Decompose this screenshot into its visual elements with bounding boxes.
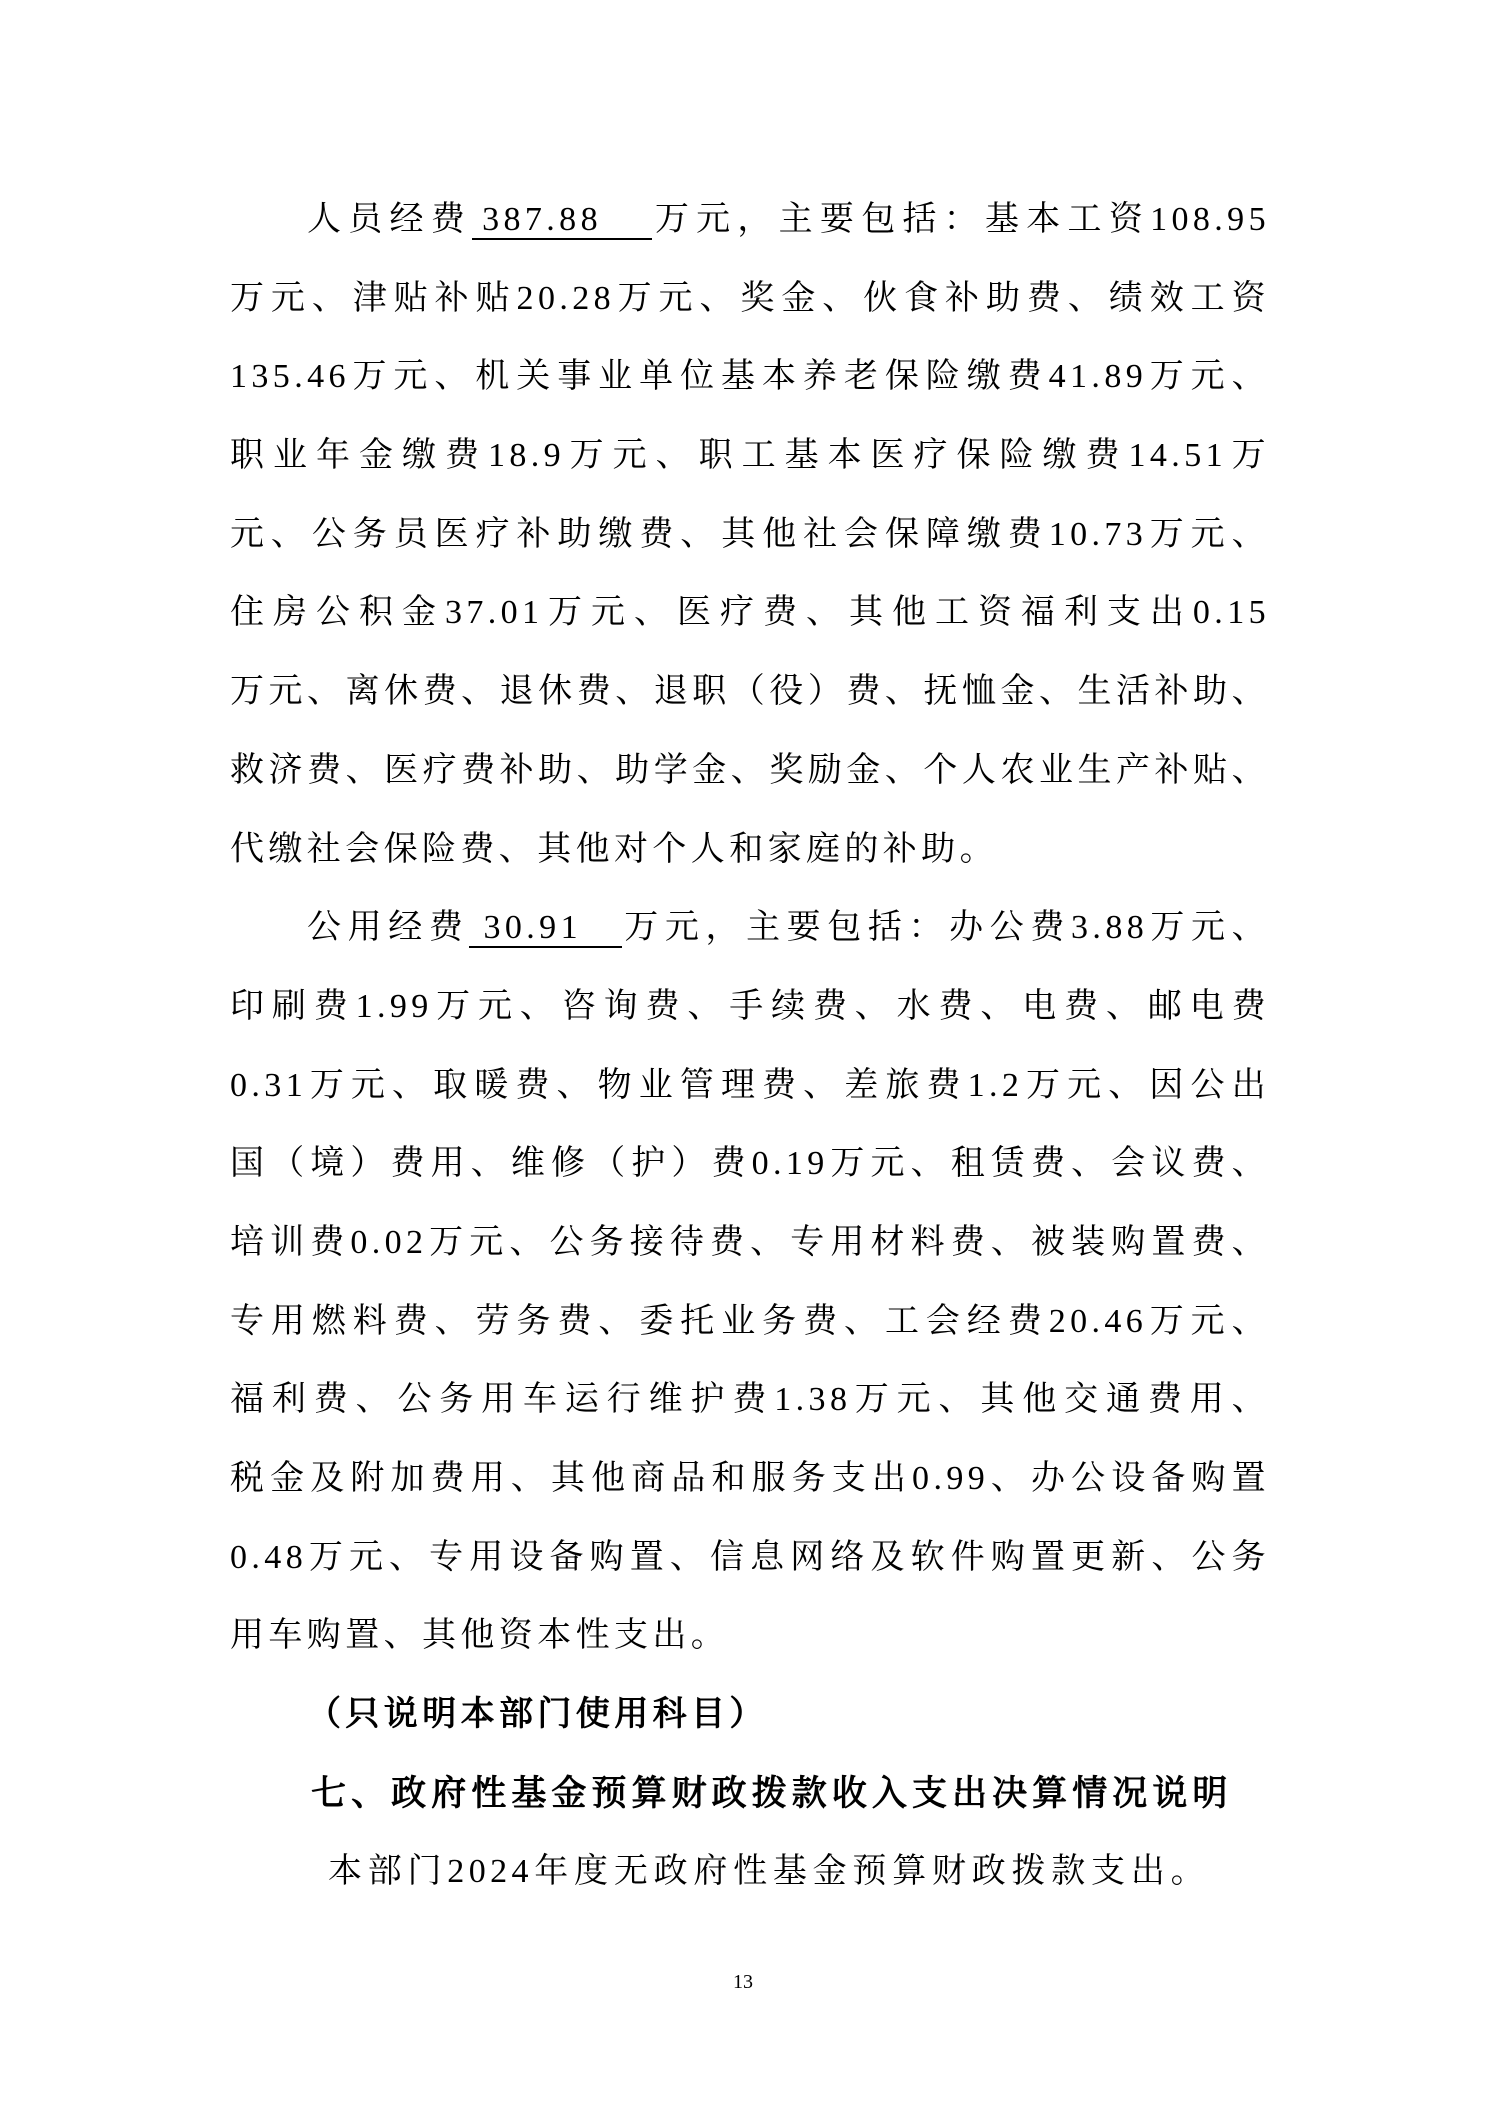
page-content [230, 181, 1270, 1912]
public-expense-paragraph [230, 889, 1270, 1676]
page-number: 13 [733, 1971, 753, 1993]
text-line: 专用燃料费、劳务费、委托业务费、工会经费20.46万元、 [230, 1302, 1270, 1340]
text-line: 万元、离休费、退休费、退职（役）费、抚恤金、生活补助、 [230, 673, 1270, 711]
text-line [230, 181, 1270, 260]
text-line: 福利费、公务用车运行维护费1.38万元、其他交通费用、 [230, 1381, 1270, 1419]
text-line: 用车购置、其他资本性支出。 [230, 1617, 730, 1655]
personnel-expense-amount: 387.88 [472, 202, 652, 240]
text-line: 国（境）费用、维修（护）费0.19万元、租赁费、会议费、 [230, 1145, 1270, 1183]
personnel-expense-label: 人员经费 [307, 201, 473, 238]
public-expense-label: 公用经费 [307, 909, 470, 947]
personnel-expense-paragraph [230, 181, 1270, 889]
text-line: 0.31万元、取暖费、物业管理费、差旅费1.2万元、因公出 [230, 1066, 1270, 1104]
scope-note: （只说明本部门使用科目） [307, 1696, 768, 1734]
text-line: 印刷费1.99万元、咨询费、手续费、水费、电费、邮电费 [230, 987, 1270, 1025]
text-line: 职业年金缴费18.9万元、职工基本医疗保险缴费14.51万 [230, 437, 1270, 475]
text-line: 代缴社会保险费、其他对个人和家庭的补助。 [230, 830, 998, 868]
section-body: 本部门2024年度无政府性基金预算财政拨款支出。 [328, 1853, 1209, 1891]
text-line: 住房公积金37.01万元、医疗费、其他工资福利支出0.15 [230, 594, 1270, 632]
text-line: 救济费、医疗费补助、助学金、奖励金、个人农业生产补贴、 [230, 751, 1270, 789]
text-line: 万元、津贴补贴20.28万元、奖金、伙食补助费、绩效工资 [230, 279, 1270, 317]
personnel-expense-first-line-rest: 万元，主要包括：基本工资108.95 [651, 201, 1270, 238]
section-heading: 七、政府性基金预算财政拨款收入支出决算情况说明 [311, 1773, 1232, 1813]
public-expense-amount: 30.91 [469, 910, 622, 948]
text-line: 0.48万元、专用设备购置、信息网络及软件购置更新、公务 [230, 1538, 1270, 1576]
text-line: 培训费0.02万元、公务接待费、专用材料费、被装购置费、 [230, 1223, 1270, 1261]
public-expense-first-line-rest: 万元，主要包括：办公费3.88万元、 [621, 909, 1270, 947]
text-line: 135.46万元、机关事业单位基本养老保险缴费41.89万元、 [230, 358, 1270, 396]
text-line [230, 889, 1270, 968]
text-line: 元、公务员医疗补助缴费、其他社会保障缴费10.73万元、 [230, 515, 1270, 553]
text-line: 税金及附加费用、其他商品和服务支出0.99、办公设备购置 [230, 1460, 1270, 1497]
